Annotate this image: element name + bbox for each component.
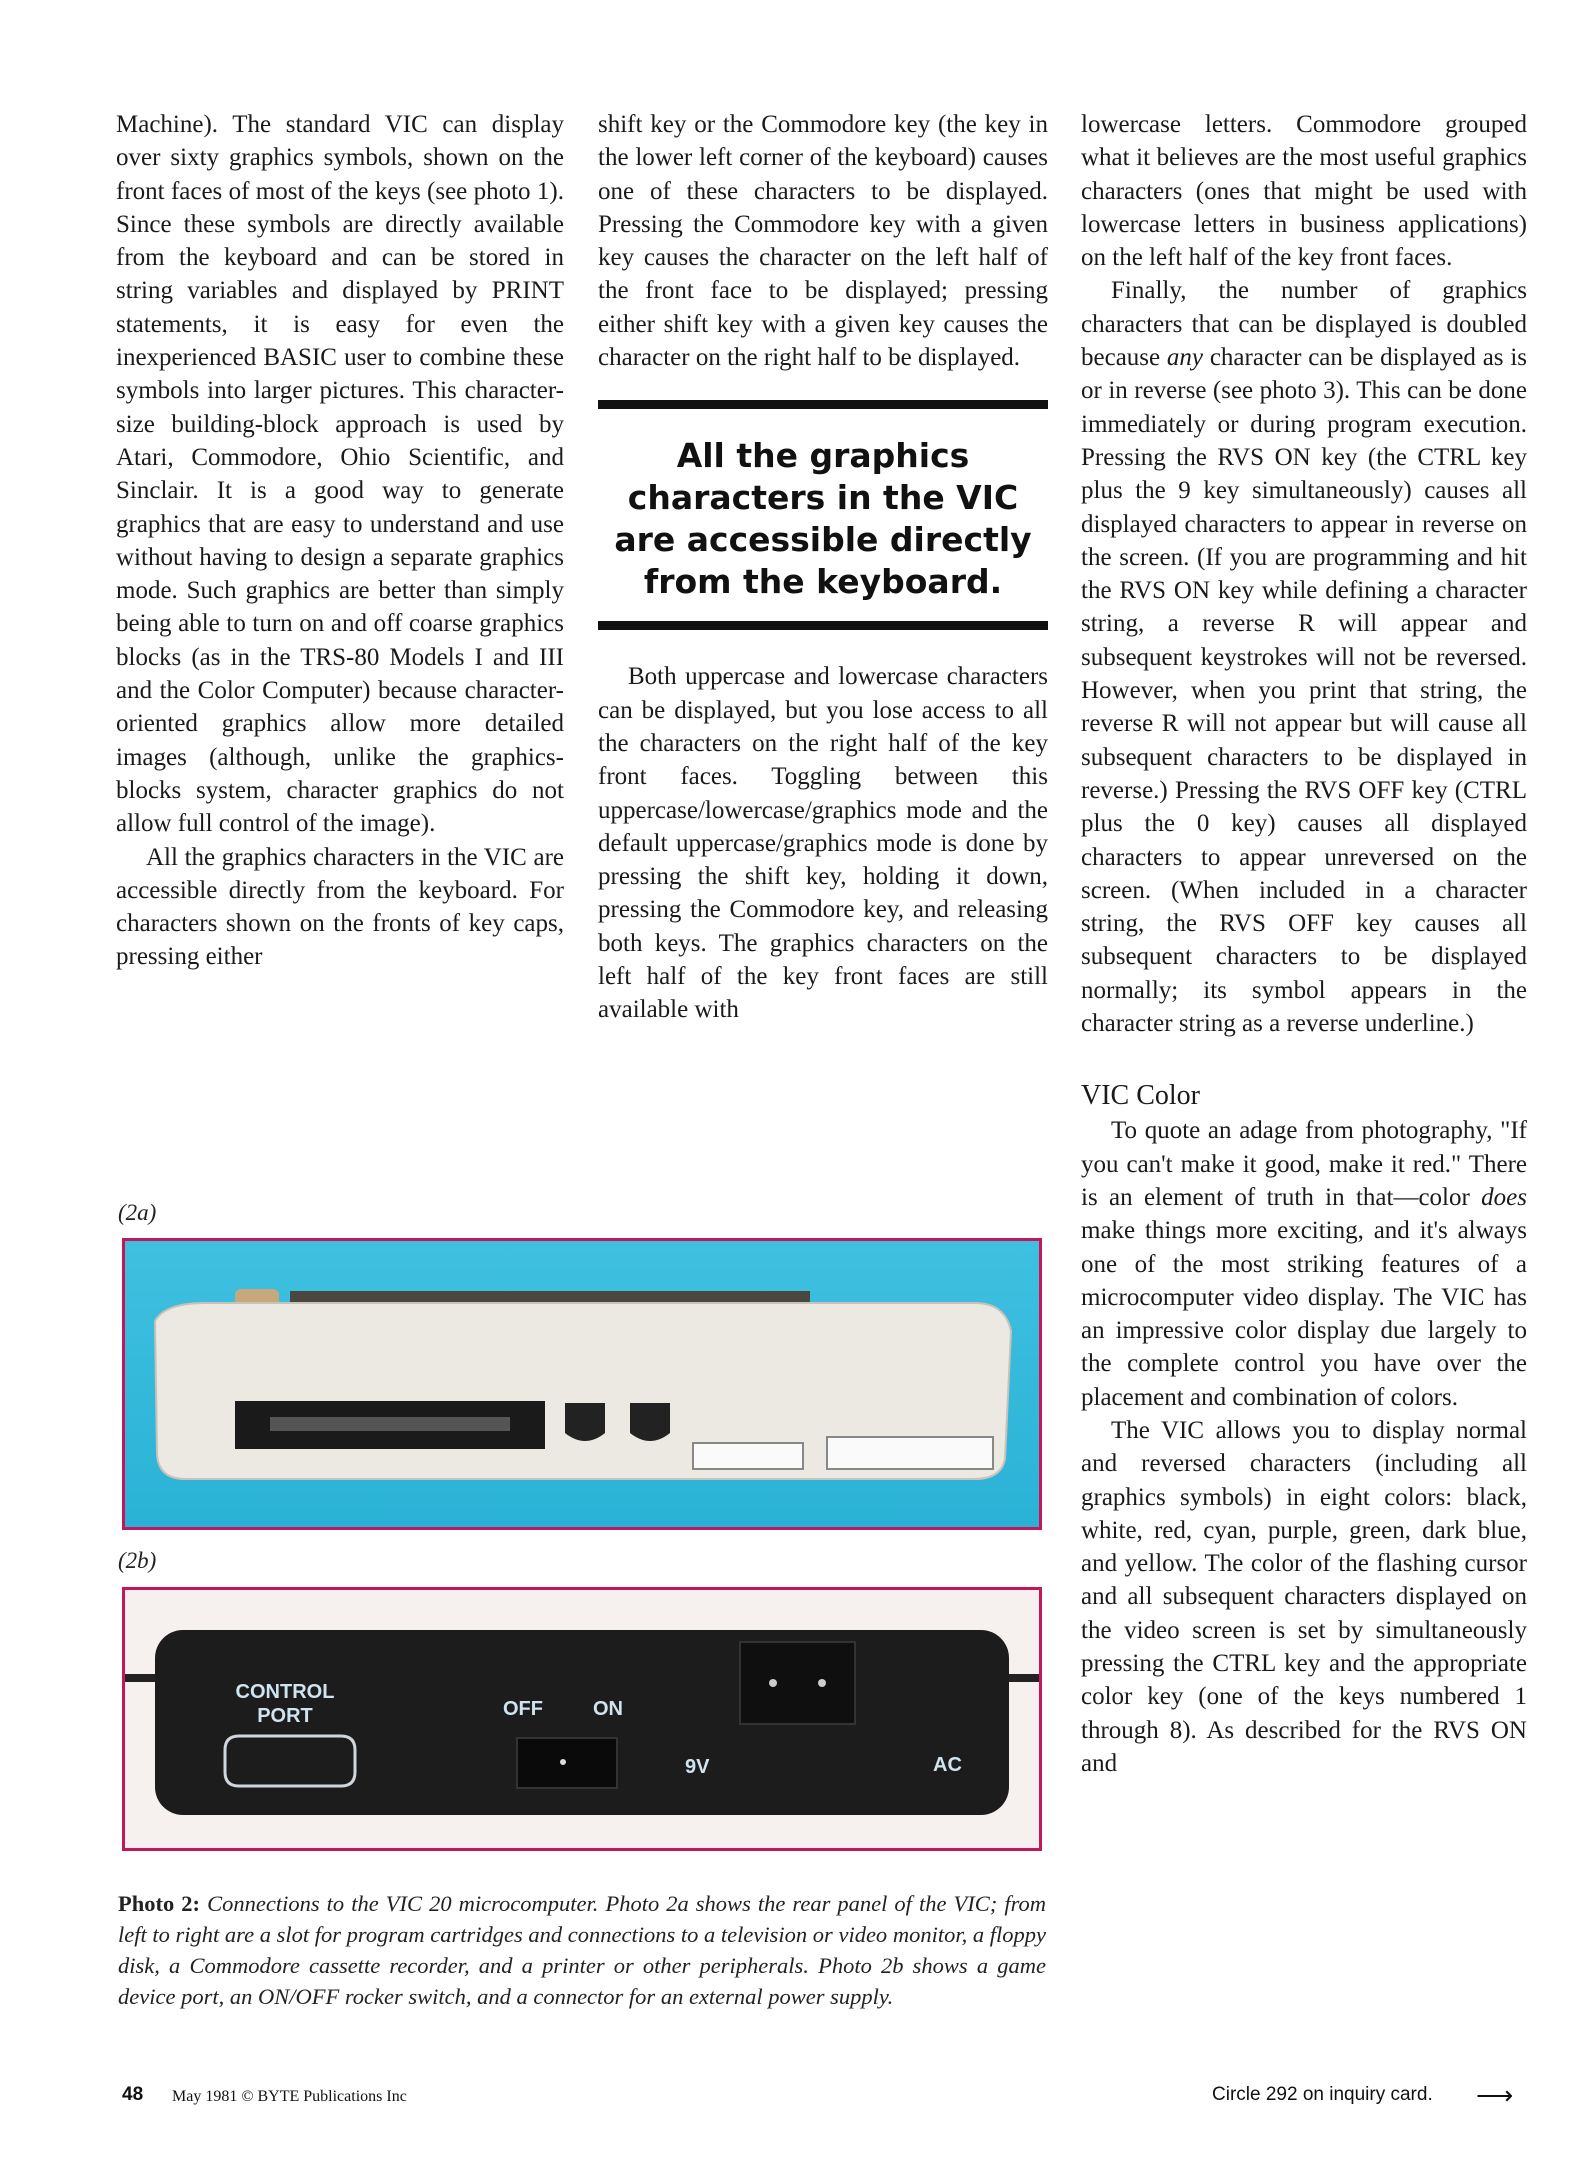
emphasis: does	[1481, 1183, 1527, 1211]
footer-date: May 1981 © BYTE Publications Inc	[172, 2088, 407, 2105]
paragraph: All the graphics characters in the VIC are accessible directly from the keyboard. For characters shown on the fronts of key caps, pressing either	[116, 843, 564, 971]
nine-volt-label: 9V	[685, 1756, 710, 1778]
pull-quote: All the graphics characters in the VIC are accessible directly from the keyboard.	[598, 400, 1048, 630]
photo-side-panel	[122, 1587, 1042, 1851]
paragraph: Both uppercase and lowercase characters can be displayed, but you lose access to all the characters on the right half of the key front faces. Toggling between this uppercase/lowercase/graphics mode and the default uppercase/graphics mode is done by pressing the shift key, holding it down, pressing the Commodore key, and releasing both keys. The graphics characters on the left half of the key front faces are still available with	[598, 663, 1048, 1024]
page-number: 48	[122, 2084, 144, 2105]
text-run: To quote an adage from photography, "If you can't make it good, make it red." There is an element of truth in that—color	[1081, 1117, 1527, 1211]
paragraph	[1081, 274, 1527, 1040]
caption-lead: Photo 2:	[118, 1891, 201, 1916]
control-port-label: CONTROL PORT	[235, 1681, 335, 1727]
emphasis: any	[1166, 344, 1204, 372]
photo-label-2a: (2a)	[118, 1200, 157, 1225]
paragraph: shift key or the Commodore key (the key in the lower left corner of the keyboard) causes one of these characters to be displayed. Pressing the Commodore key with a given key causes the character on the left half of the front face to be displayed; pressing either shift key with a given key causes the character on the right half to be displayed.	[598, 111, 1048, 372]
paragraph: The VIC allows you to display normal and reversed characters (including all graphics symbols) in eight colors: black, white, red, cyan, purple, green, dark blue, and yellow. The color of the flashing cursor and all subsequent characters displayed on the video screen is set by simultaneously pressing the CTRL key and the appropriate color key (one of the keys numbered 1 through 8). As described for the RVS ON and	[1081, 1416, 1527, 1777]
text-run: Finally, the number of graphics characters that can be displayed is doubled because	[1081, 277, 1527, 372]
slot-connector	[270, 1417, 510, 1431]
arrow-right-icon: ⟶	[1476, 2080, 1514, 2110]
rocker-switch	[517, 1738, 617, 1788]
switch-dot	[560, 1759, 566, 1765]
section-heading: VIC Color	[1081, 1080, 1200, 1112]
inquiry-note: Circle 292 on inquiry card.	[1212, 2084, 1433, 2105]
off-label: OFF	[503, 1698, 543, 1720]
text-column-1	[116, 108, 564, 974]
text-run: character can be displayed as is or in reverse (see photo 3). This can be done immediately or during program execution. Pressing the RVS ON key (the CTRL key plus the 9 key simultaneously) causes all displayed characters to appear in reverse on the screen. (If you are programming and hit the RVS ON key while defining a character string, a reverse R will appear and subsequent keystrokes will not be reversed. However, when you print that string, the reverse R will not appear but will cause all subsequent characters to be displayed in reverse.) Pressing the RVS OFF key (CTRL plus the 0 key) causes all displayed characters to appear unreversed on the screen. (When included in a character string, the RVS OFF key causes all subsequent characters to be displayed normally; its symbol appears in the character string as a reverse underline.)	[1081, 344, 1527, 1038]
photo-label-2b: (2b)	[118, 1548, 157, 1573]
caption-text: Connections to the VIC 20 microcomputer. Photo 2a shows the rear panel of the VIC; from left to right are a slot for program cartridges and connections to a television or video monitor, a floppy disk, a Commodore cassette recorder, and a printer or other peripherals. Photo 2b shows a game device port, an ON/OFF rocker switch, and a connector for an external power supply.	[118, 1891, 1047, 2009]
paragraph: Machine). The standard VIC can display over sixty graphics symbols, shown on the front faces of most of the keys (see photo 1). Since these symbols are directly available from the keyboard and can be stored in string variables and displayed by PRINT statements, it is easy for even the inexperienced BASIC user to combine these symbols into larger pictures. This character-size building-block approach is used by Atari, Commodore, Ohio Scientific, and Sinclair. It is a good way to generate graphics that are easy to understand and use without having to design a separate graphics mode. Such graphics are better than simply being able to turn on and off coarse graphics blocks (as in the TRS-80 Models I and III and the Color Computer) because character-oriented graphics allow more detailed images (although, unlike the graphics-blocks system, character graphics do not allow full control of the image).	[116, 111, 564, 838]
photo-rear-panel	[122, 1238, 1042, 1530]
pin	[769, 1679, 777, 1687]
pin	[818, 1679, 826, 1687]
power-connector	[740, 1642, 855, 1724]
vic-rear-illustration	[125, 1241, 1039, 1527]
text-run: make things more exciting, and it's always one of the most striking features of a microcomputer video display. The VIC has an impressive color display due largely to the complete control you have over the placement and combination of colors.	[1081, 1217, 1527, 1411]
user-port	[827, 1437, 993, 1469]
paragraph	[1081, 1114, 1527, 1414]
photo-caption	[118, 1888, 1046, 2012]
video-port	[565, 1403, 605, 1441]
ac-label: AC	[933, 1754, 962, 1776]
text-column-2	[598, 108, 1048, 1027]
serial-port	[630, 1403, 670, 1441]
text-column-3	[1081, 108, 1527, 1780]
paragraph: lowercase letters. Commodore grouped what it believes are the most useful graphics characters (ones that might be used with lowercase letters in business applications) on the left half of the key front faces.	[1081, 111, 1527, 272]
cassette-port	[693, 1443, 803, 1469]
on-label: ON	[593, 1698, 623, 1720]
